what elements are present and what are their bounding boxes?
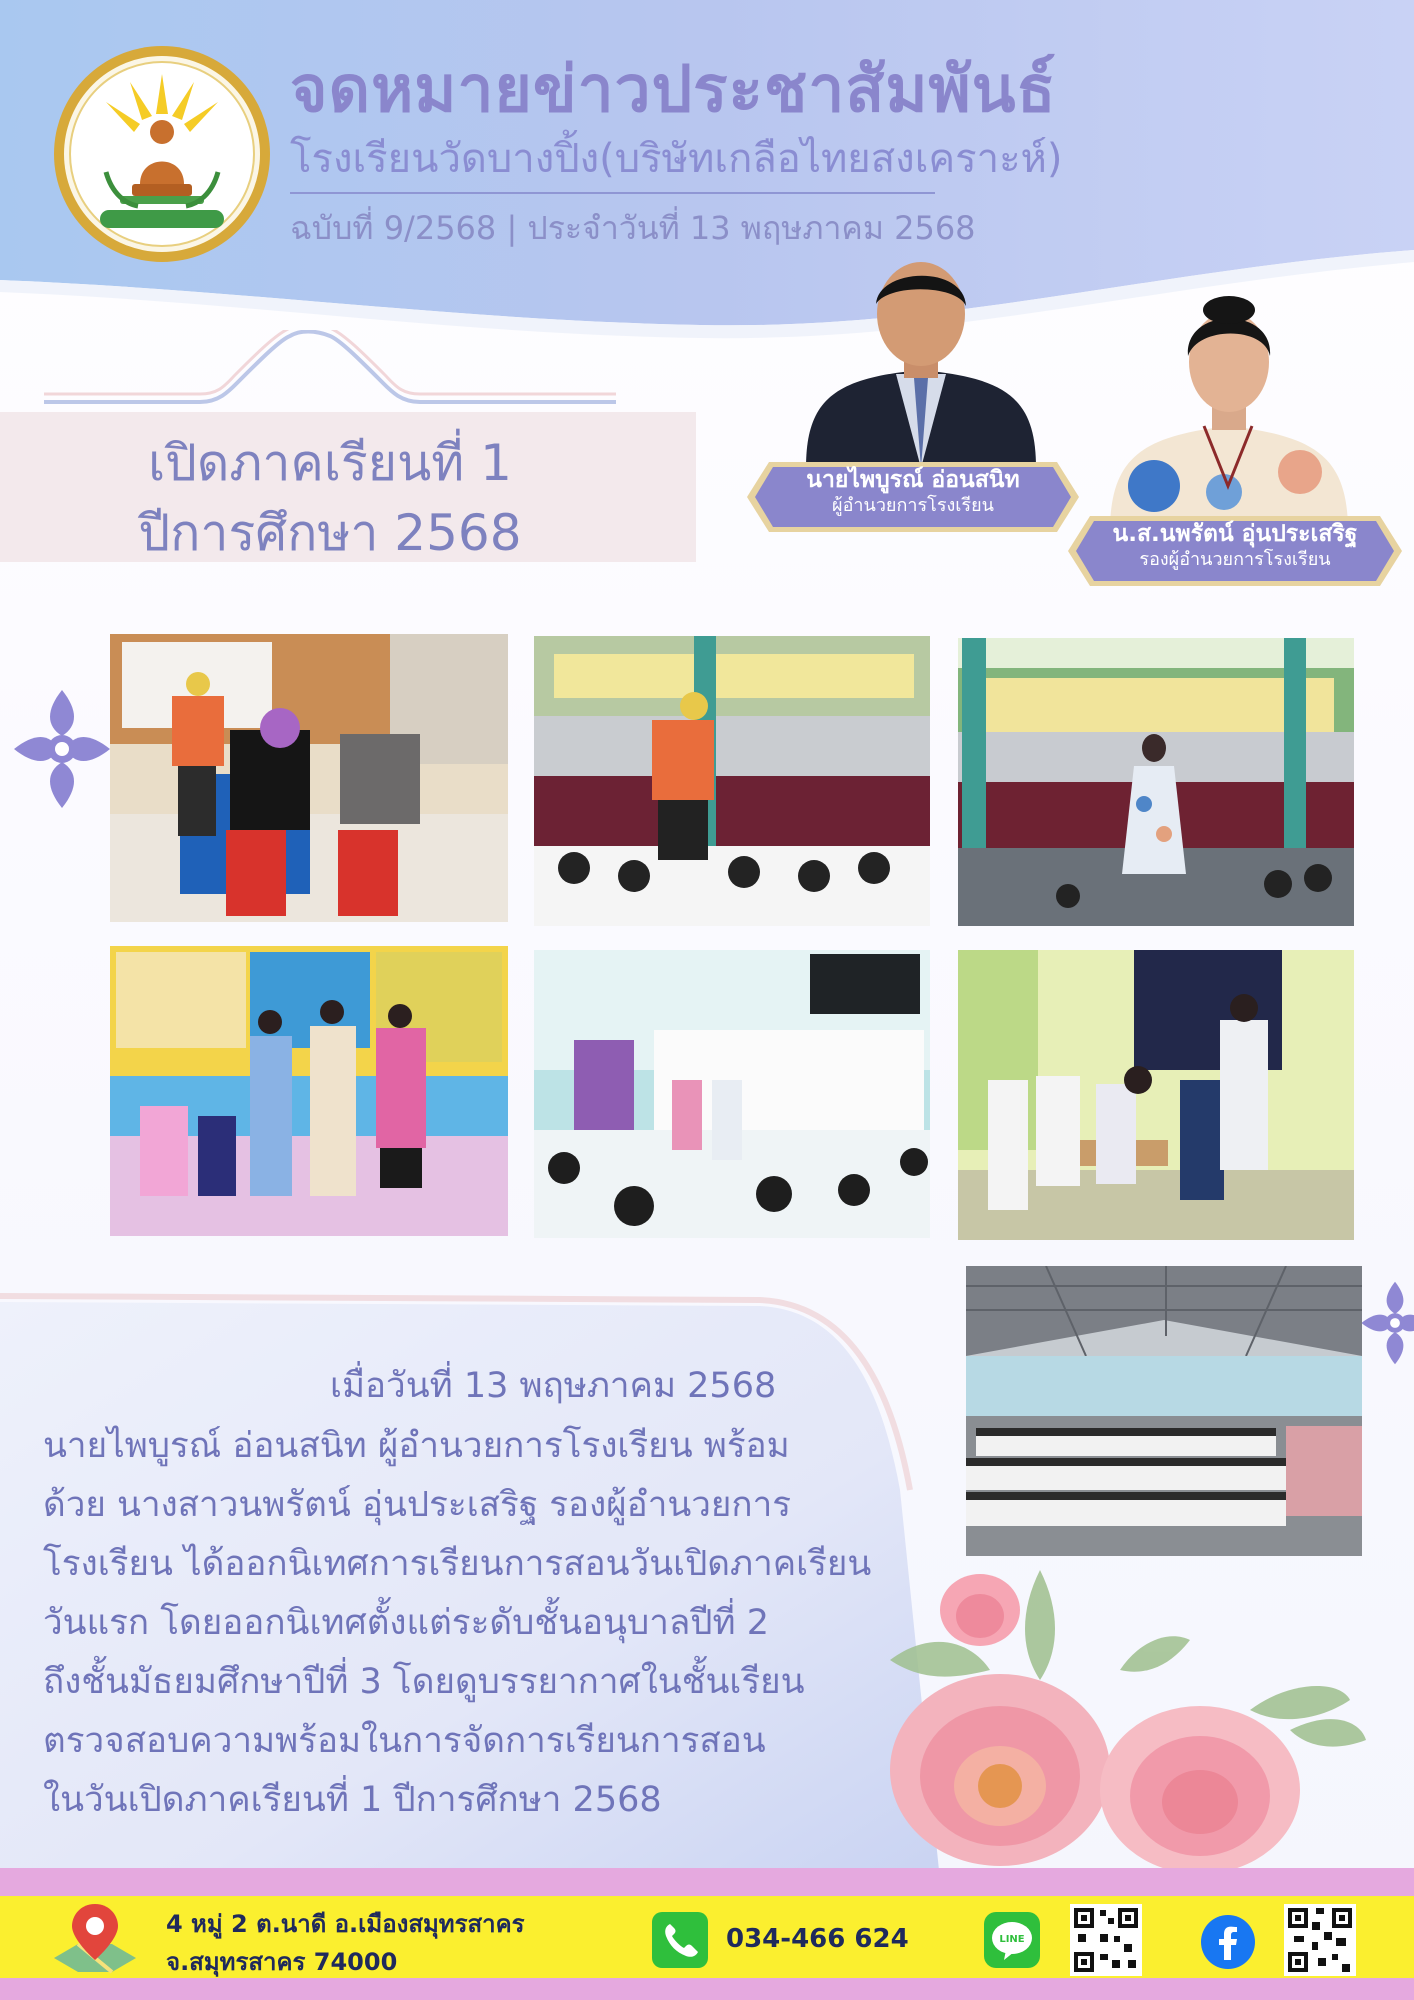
story-line-2: นายไพบูรณ์ อ่อนสนิท ผู้อำนวยการโรงเรียน พร้อม: [43, 1426, 790, 1466]
story-line-8: ในวันเปิดภาคเรียนที่ 1 ปีการศึกษา 2568: [43, 1780, 662, 1820]
address-line-2: จ.สมุทรสาคร 74000: [166, 1948, 398, 1976]
phone-icon[interactable]: [652, 1912, 708, 1968]
story-line-6: ถึงชั้นมัธยมศึกษาปีที่ 3 โดยดูบรรยากาศในชั้นเรียน: [43, 1662, 805, 1702]
photo-classroom-teachers: [534, 950, 930, 1238]
deputy-director-portrait: [1104, 286, 1354, 526]
photo-registration-table: [110, 634, 508, 922]
peony-flowers-decoration: [870, 1540, 1370, 1870]
story-line-3: ด้วย นางสาวนพรัตน์ อุ่นประเสริฐ รองผู้อำนวยการ: [43, 1485, 792, 1525]
director-role: ผู้อำนวยการโรงเรียน: [832, 495, 994, 516]
deputy-badge: [1066, 520, 1404, 572]
phone-number[interactable]: 034-466 624: [726, 1924, 909, 1954]
footer-top-band: [0, 1868, 1414, 1896]
story-line-5: วันแรก โดยออกนิเทศตั้งแต่ระดับชั้นอนุบาลปีที่ 2: [43, 1603, 769, 1643]
qr-code-icon-facebook[interactable]: [1284, 1904, 1356, 1976]
semester-title: เปิดภาคเรียนที่ 1: [148, 434, 512, 492]
deputy-name: น.ส.นพรัตน์ อุ่นประเสริฐ: [1112, 521, 1358, 547]
school-logo: [52, 44, 272, 264]
issue-date-line: ฉบับที่ 9/2568 | ประจำวันที่ 13 พฤษภาคม 2568: [290, 209, 976, 247]
qr-code-icon[interactable]: [1070, 1904, 1142, 1976]
map-pin-icon: [50, 1900, 140, 1974]
academic-year-title: ปีการศึกษา 2568: [138, 504, 522, 562]
line-icon[interactable]: [984, 1912, 1040, 1968]
footer-bottom-band: [0, 1978, 1414, 2000]
facebook-icon[interactable]: [1200, 1914, 1256, 1970]
photo-assembly-stage-speaker: [534, 636, 930, 926]
line-icon-label: LINE: [999, 1934, 1025, 1945]
flower-ornament-left: [12, 686, 112, 812]
photo-assembly-stage-deputy: [958, 638, 1354, 926]
director-portrait: [796, 248, 1046, 468]
newsletter-title: จดหมายข่าวประชาสัมพันธ์: [290, 53, 1057, 127]
director-badge: [745, 466, 1081, 518]
photo-kindergarten-classroom: [110, 946, 508, 1236]
story-line-4: โรงเรียน ได้ออกนิเทศการเรียนการสอนวันเปิดภาคเรียน: [43, 1544, 872, 1584]
story-line-1: เมื่อวันที่ 13 พฤษภาคม 2568: [330, 1366, 777, 1406]
director-name: นายไพบูรณ์ อ่อนสนิท: [806, 467, 1020, 493]
school-name: โรงเรียนวัดบางปิ้ง(บริษัทเกลือไทยสงเคราะห์): [290, 136, 1063, 182]
photo-school-hall-assembly: [966, 1266, 1362, 1556]
story-line-7: ตรวจสอบความพร้อมในการจัดการเรียนการสอน: [43, 1721, 766, 1761]
thai-arch-ornament: [40, 330, 620, 410]
deputy-role: รองผู้อำนวยการโรงเรียน: [1139, 549, 1331, 570]
title-divider: [290, 192, 935, 194]
flower-ornament-right: [1360, 1268, 1414, 1378]
photo-students-at-desks: [958, 950, 1354, 1240]
address-line-1: 4 หมู่ 2 ต.นาดี อ.เมืองสมุทรสาคร: [166, 1910, 525, 1938]
